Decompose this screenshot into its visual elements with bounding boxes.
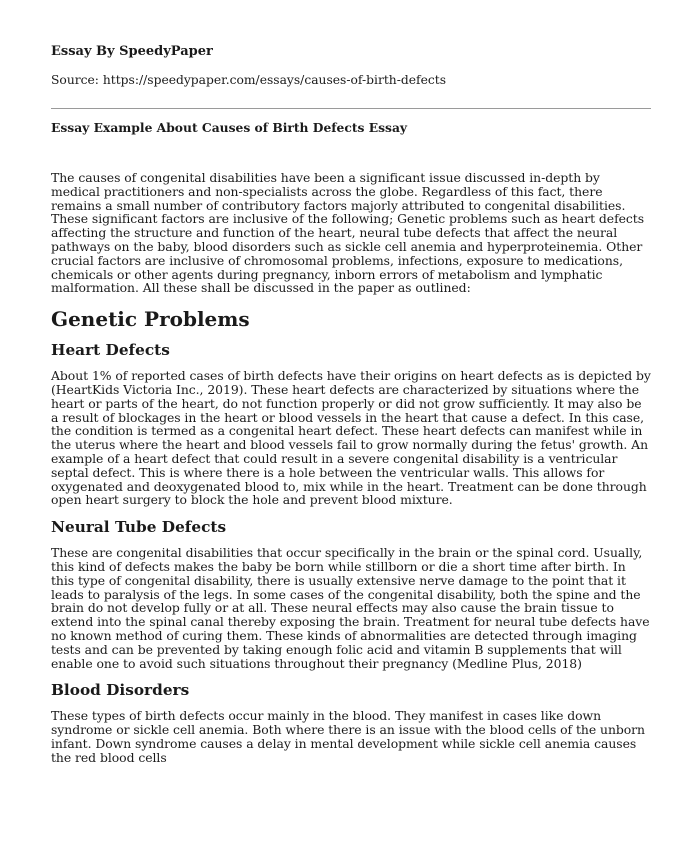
document-title: Essay Example About Causes of Birth Defects Essay	[51, 120, 408, 135]
essay-body	[51, 171, 651, 765]
source-link[interactable]: Source: https://speedypaper.com/essays/causes-of-birth-defects	[51, 73, 447, 87]
subsection-heading: Heart Defects	[51, 341, 170, 360]
subsection-paragraph: These types of birth defects occur mainly in the blood. They manifest in cases like down syndrome or sickle cell anemia. Both where there is an issue with the blood cells of the unborn infant. Down syndrome causes a delay in mental development while sickle cell anemia causes the red blood cells	[51, 708, 645, 765]
subsection-heading: Neural Tube Defects	[51, 518, 227, 537]
essay-author: Essay By SpeedyPaper	[51, 44, 213, 59]
divider	[51, 108, 651, 109]
subsection-paragraph: These are congenital disabilities that occur specifically in the brain or the spinal cord. Usually, this kind of defects makes the baby be born while stillborn or die a short time after birth. In this type of congenital disability, there is usually extensive nerve damage to the point that it leads to paralysis of the legs. In some cases of the congenital disability, both the spine and the brain do not develop fully or at all. These neural effects may also cause the brain tissue to extend into the spinal canal thereby exposing the brain. Treatment for neural tube defects have no known method of curing them. These kinds of abnormalities are detected through imaging tests and can be prevented by taking enough folic acid and vitamin B supplements that will enable one to avoid such situations throughout their pregnancy (Medline Plus, 2018)	[51, 545, 650, 671]
section-heading: Genetic Problems	[51, 307, 250, 332]
subsection-heading: Blood Disorders	[51, 681, 190, 700]
subsection-paragraph: About 1% of reported cases of birth defects have their origins on heart defects as is depicted by (HeartKids Victoria Inc., 2019). These heart defects are characterized by situations where the heart or parts of the heart, do not function properly or did not grow sufficiently. It may also be a result of blockages in the heart or blood vessels in the heart that cause a defect. In this case, the condition is termed as a congenital heart defect. These heart defects can manifest while in the uterus where the heart and blood vessels fail to grow normally during the fetus' growth. An example of a heart defect that could result in a severe congenital disability is a ventricular septal defect. This is where there is a hole between the ventricular walls. This allows for oxygenated and deoxygenated blood to, mix while in the heart. Treatment can be done through open heart surgery to block the hole and prevent blood mixture.	[51, 368, 651, 508]
intro-paragraph: The causes of congenital disabilities have been a significant issue discussed in-depth by medical practitioners and non-specialists across the globe. Regardless of this fact, there remains a small number of contributory factors majorly attributed to congenital disabilities. These significant factors are inclusive of the following; Genetic problems such as heart defects affecting the structure and function of the heart, neural tube defects that affect the neural pathways on the baby, blood disorders such as sickle cell anemia and hyperproteinemia. Other crucial factors are inclusive of chromosomal problems, infections, exposure to medications, chemicals or other agents during pregnancy, inborn errors of metabolism and lymphatic malformation. All these shall be discussed in the paper as outlined:	[51, 170, 645, 296]
